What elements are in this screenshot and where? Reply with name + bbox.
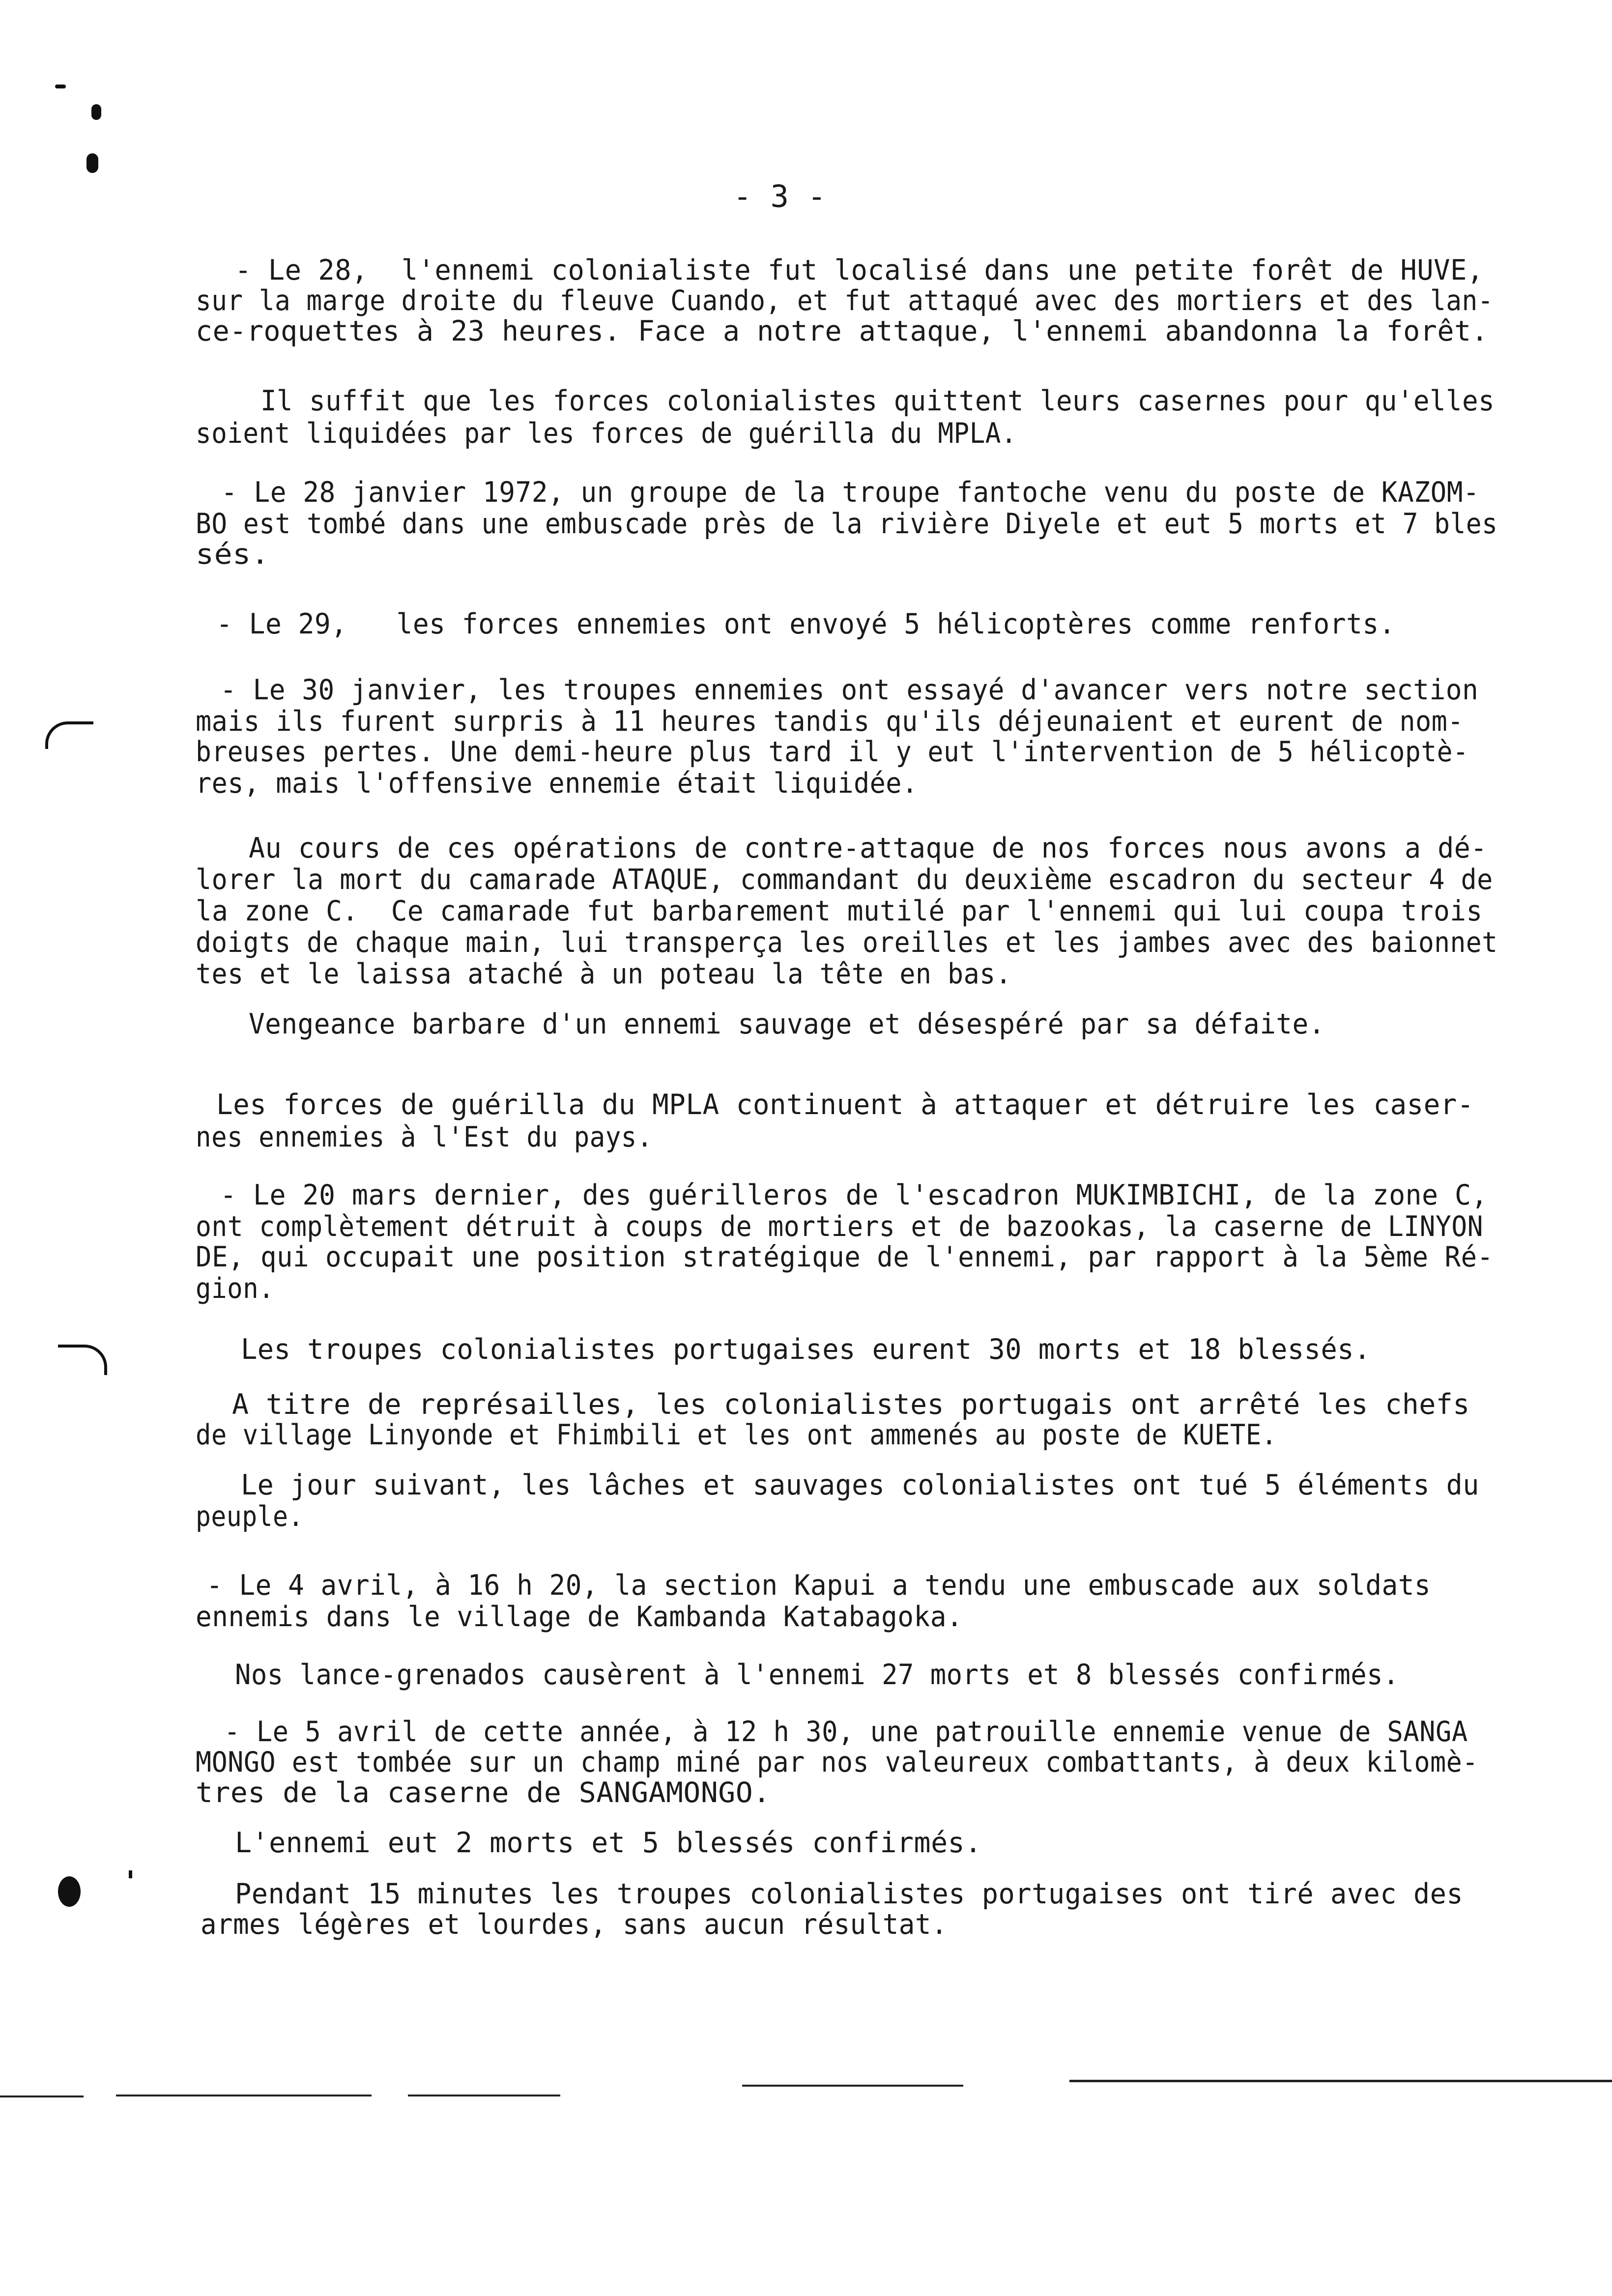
text-line: soient liquidées par les forces de guérilla du MPLA. [196, 417, 1017, 450]
text-line: res, mais l'offensive ennemie était liquidée. [196, 767, 918, 800]
text-line: sur la marge droite du fleuve Cuando, et fut attaqué avec des mortiers et des lan- [196, 285, 1494, 317]
text-line: sés. [196, 538, 270, 571]
text-line: BO est tombé dans une embuscade près de la rivière Diyele et eut 5 morts et 7 bles [196, 508, 1498, 540]
text-line: Au cours de ces opérations de contre-attaque de nos forces nous avons a dé- [249, 832, 1487, 864]
text-line: MONGO est tombée sur un champ miné par nos valeureux combattants, à deux kilomè- [196, 1746, 1478, 1779]
bottom-rule [116, 2095, 372, 2096]
scan-mark [91, 104, 101, 120]
text-line: Nos lance-grenados causèrent à l'ennemi 27 morts et 8 blessés confirmés. [235, 1659, 1399, 1691]
text-line: lorer la mort du camarade ATAQUE, commandant du deuxième escadron du secteur 4 de [196, 863, 1493, 896]
text-line: Le jour suivant, les lâches et sauvages colonialistes ont tué 5 éléments du [241, 1469, 1479, 1501]
text-line: A titre de représailles, les colonialistes portugais ont arrêté les chefs [232, 1388, 1470, 1421]
text-line: tes et le laissa ataché à un poteau la tête en bas. [196, 958, 1012, 990]
bottom-rule [1069, 2080, 1612, 2082]
text-line: - Le 29, les forces ennemies ont envoyé 5 hélicoptères comme renforts. [216, 608, 1396, 640]
text-line: - Le 28, l'ennemi colonialiste fut localisé dans une petite forêt de HUVE, [235, 254, 1484, 287]
text-line: Pendant 15 minutes les troupes colonialistes portugaises ont tiré avec des [235, 1878, 1464, 1910]
text-line: mais ils furent surpris à 11 heures tandis qu'ils déjeunaient et eurent de nom- [196, 705, 1464, 738]
text-line: breuses pertes. Une demi-heure plus tard il y eut l'intervention de 5 hélicoptè- [196, 736, 1469, 768]
text-line: peuple. [196, 1500, 304, 1533]
text-line: armes légères et lourdes, sans aucun résultat. [201, 1908, 948, 1941]
text-line: L'ennemi eut 2 morts et 5 blessés confirmés. [235, 1827, 982, 1859]
text-line: tres de la caserne de SANGAMONGO. [196, 1777, 771, 1809]
text-line: Les forces de guérilla du MPLA continuent à attaquer et détruire les caser- [216, 1089, 1474, 1121]
bottom-rule [0, 2095, 84, 2097]
text-line: - Le 20 mars dernier, des guérilleros de l'escadron MUKIMBICHI, de la zone C, [220, 1179, 1488, 1211]
scan-mark [55, 85, 66, 88]
page-number: - 3 - [733, 178, 827, 214]
text-line: DE, qui occupait une position stratégique de l'ennemi, par rapport à la 5ème Ré- [196, 1241, 1494, 1273]
text-line: - Le 28 janvier 1972, un groupe de la troupe fantoche venu du poste de KAZOM- [221, 476, 1480, 509]
scan-mark [45, 721, 93, 749]
text-line: ont complètement détruit à coups de mortiers et de bazookas, la caserne de LINYON [196, 1210, 1483, 1243]
text-line: la zone C. Ce camarade fut barbarement mutilé par l'ennemi qui lui coupa trois [196, 895, 1483, 927]
text-line: de village Linyonde et Fhimbili et les ont ammenés au poste de KUETE. [196, 1419, 1277, 1451]
text-line: gion. [196, 1272, 275, 1305]
text-line: Vengeance barbare d'un ennemi sauvage et désespéré par sa défaite. [249, 1008, 1325, 1040]
bottom-rule [742, 2085, 963, 2087]
scan-mark [86, 153, 98, 173]
text-line: Il suffit que les forces colonialistes quittent leurs casernes pour qu'elles [260, 385, 1495, 417]
text-line: - Le 4 avril, à 16 h 20, la section Kapui a tendu une embuscade aux soldats [206, 1569, 1431, 1602]
scan-mark [129, 1870, 132, 1878]
text-line: nes ennemies à l'Est du pays. [196, 1121, 653, 1153]
text-line: - Le 5 avril de cette année, à 12 h 30, une patrouille ennemie venue de SANGA [224, 1716, 1468, 1748]
text-line: ce-roquettes à 23 heures. Face a notre attaque, l'ennemi abandonna la forêt. [196, 315, 1489, 347]
text-line: doigts de chaque main, lui transperça les oreilles et les jambes avec des baionnet [196, 926, 1498, 959]
scan-mark [58, 1876, 81, 1907]
text-line: - Le 30 janvier, les troupes ennemies ont essayé d'avancer vers notre section [220, 674, 1479, 706]
text-line: ennemis dans le village de Kambanda Katabagoka. [196, 1601, 963, 1633]
text-line: Les troupes colonialistes portugaises eurent 30 morts et 18 blessés. [241, 1333, 1371, 1366]
bottom-rule [408, 2095, 560, 2096]
scan-mark [58, 1345, 107, 1375]
